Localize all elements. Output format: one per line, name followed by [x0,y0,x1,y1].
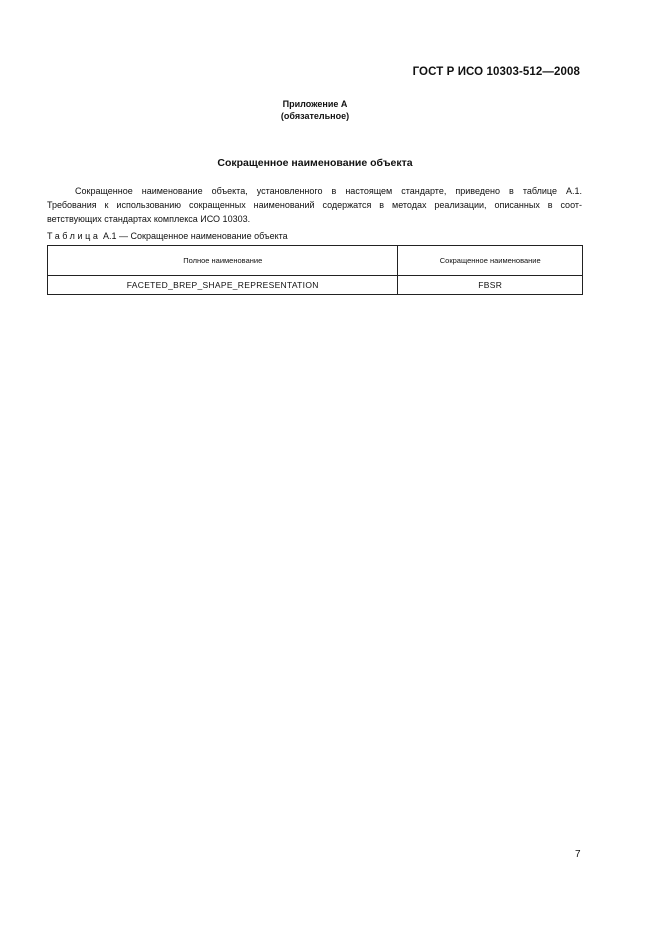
table-caption-text: А.1 — Сокращенное наименование объекта [100,231,288,241]
annex-title: Приложение А [282,99,348,109]
table-row [48,276,583,295]
table-caption [47,231,288,241]
cell-full-name: FACETED_BREP_SHAPE_REPRESENTATION [48,276,398,295]
body-paragraph [47,184,582,226]
cell-short-name: FBSR [398,276,583,295]
table-header-row [48,246,583,276]
page-number: 7 [575,849,581,860]
document-code: ГОСТ Р ИСО 10303-512—2008 [412,66,580,78]
annex-heading [0,98,630,122]
annex-status: (обязательное) [280,111,350,121]
paragraph-line-2: Требования к использованию сокращенных наименований содержатся в методах реализации, описанных в соот- [47,200,582,210]
paragraph-line-1: Сокращенное наименование объекта, установленного в настоящем стандарте, приведено в таблице А.1. [75,186,582,196]
table-caption-label: Таблица [47,231,101,241]
paragraph-line-3: ветствующих стандартах комплекса ИСО 10303. [47,214,251,224]
header-short-name: Сокращенное наименование [398,246,583,276]
header-full-name: Полное наименование [48,246,398,276]
section-title: Сокращенное наименование объекта [217,157,413,169]
abbreviation-table [47,245,583,295]
